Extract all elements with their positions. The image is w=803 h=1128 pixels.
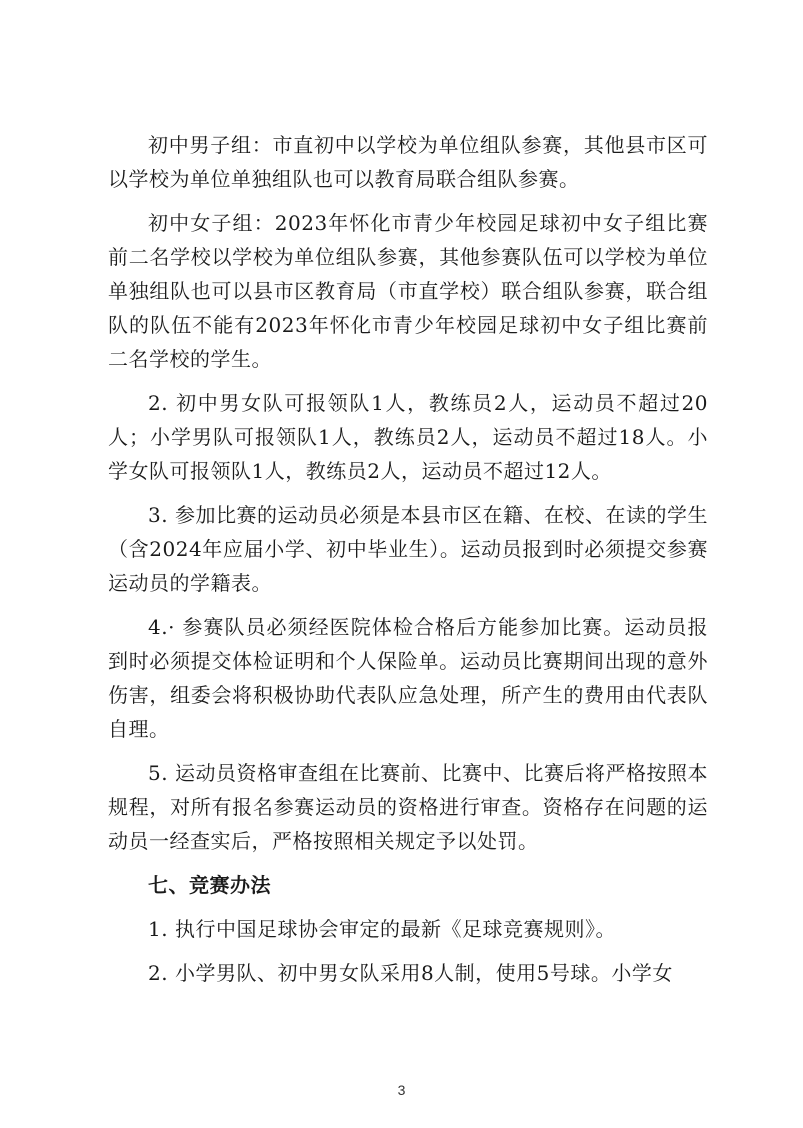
- paragraph-qualification-review: 5. 运动员资格审查组在比赛前、比赛中、比赛后将严格按照本规程，对所有报名参赛运动员的资格进行审查。资格存在问题的运动员一经查实后，严格按照相关规定予以处罚。: [108, 761, 708, 853]
- document-body: [108, 128, 708, 1000]
- section-heading-competition-method: 七、竞赛办法: [148, 873, 271, 897]
- paragraph-junior-girls: 初中女子组：2023年怀化市青少年校园足球初中女子组比赛前二名学校以学校为单位组队参赛，其他参赛队伍可以学校为单位单独组队也可以县市区教育局（市直学校）联合组队参赛，联合组队的队伍不能有2023年怀化市青少年校园足球初中女子组比赛前二名学校的学生。: [108, 211, 708, 371]
- paragraph-junior-boys: 初中男子组：市直初中以学校为单位组队参赛，其他县市区可以学校为单位单独组队也可以教育局联合组队参赛。: [108, 133, 708, 191]
- paragraph-team-size: 2. 初中男女队可报领队1人，教练员2人，运动员不超过20人；小学男队可报领队1人，教练员2人，运动员不超过18人。小学女队可报领队1人，教练员2人，运动员不超过12人。: [108, 391, 708, 483]
- paragraph-eligibility: 3. 参加比赛的运动员必须是本县市区在籍、在校、在读的学生（含2024年应届小学、初中毕业生）。运动员报到时必须提交参赛运动员的学籍表。: [108, 503, 708, 595]
- page-number: 3: [397, 1082, 406, 1098]
- paragraph-format: 2. 小学男队、初中男女队采用8人制，使用5号球。小学女: [148, 961, 673, 985]
- paragraph-medical-check: 4.· 参赛队员必须经医院体检合格后方能参加比赛。运动员报到时必须提交体检证明和个人保险单。运动员比赛期间出现的意外伤害，组委会将积极协助代表队应急处理，所产生的费用由代表队自理。: [108, 615, 708, 741]
- paragraph-rules: 1. 执行中国足球协会审定的最新《足球竞赛规则》。: [148, 917, 616, 941]
